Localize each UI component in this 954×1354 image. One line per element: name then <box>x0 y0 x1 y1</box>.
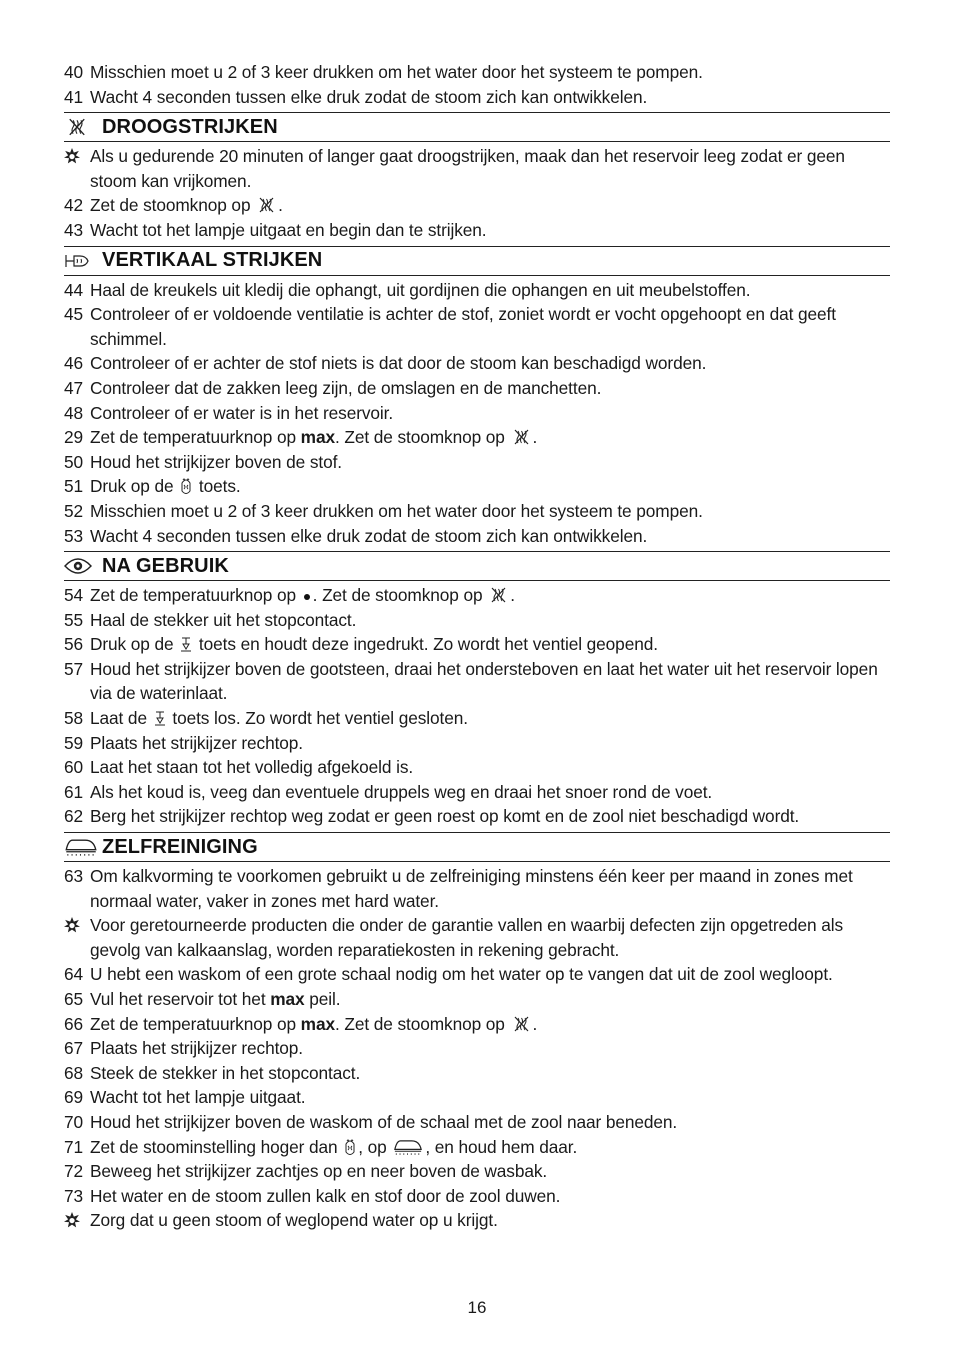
item-text: toets. <box>194 476 241 497</box>
list-item <box>64 657 890 706</box>
item-number: 63 <box>64 866 84 887</box>
list-item <box>64 193 890 218</box>
list-item <box>64 780 890 805</box>
no-steam-icon <box>512 1015 531 1033</box>
list-item <box>64 450 890 475</box>
warning-note <box>64 1208 890 1233</box>
item-text: Haal de kreukels uit kledij die ophangt, uit gordijnen die ophangen en uit meubelstoffen. <box>90 279 751 300</box>
warning-star-icon <box>64 913 90 962</box>
item-text: . <box>532 427 538 448</box>
item-number: 70 <box>64 1111 84 1132</box>
list-item <box>64 218 890 243</box>
item-number: 50 <box>64 451 84 472</box>
list-item <box>64 278 890 303</box>
item-number: 55 <box>64 609 84 630</box>
warning-star-icon <box>64 144 90 193</box>
item-number: 53 <box>64 525 84 546</box>
item-text: Vul het reservoir tot het <box>90 989 271 1009</box>
item-number: 46 <box>64 353 84 374</box>
item-text: Zet de stoominstelling hoger dan <box>90 1136 343 1157</box>
item-number: 69 <box>64 1087 84 1108</box>
list-item <box>64 864 890 913</box>
self-clean-icon <box>64 836 102 858</box>
item-text: . Zet de stoomknop op <box>312 585 488 606</box>
warning-star-icon <box>64 1208 90 1233</box>
section-heading-na-gebruik <box>64 551 890 581</box>
item-number: 54 <box>64 585 84 606</box>
list-item <box>64 401 890 426</box>
item-text: Wacht 4 seconden tussen elke druk zodat de stoom zich kan ontwikkelen. <box>90 525 648 546</box>
list-item <box>64 1061 890 1086</box>
item-text: . Zet de stoomknop op <box>334 1013 510 1034</box>
item-text: Zet de temperatuurknop op <box>90 1013 301 1034</box>
item-text: . <box>510 585 515 606</box>
item-text: Beweeg het strijkijzer zachtjes op en neer boven de wasbak. <box>90 1161 548 1182</box>
item-number: 47 <box>64 377 84 398</box>
steam-button-icon <box>344 1138 356 1156</box>
vertical-steam-icon <box>64 250 102 272</box>
list-item <box>64 1135 890 1160</box>
item-number: 29 <box>64 427 84 448</box>
list-item <box>64 425 890 450</box>
max-label: max <box>270 989 305 1009</box>
item-number: 71 <box>64 1136 84 1157</box>
item-text: Laat de <box>90 708 152 729</box>
item-text: peil. <box>304 989 341 1009</box>
section-title: DROOGSTRIJKEN <box>102 115 278 138</box>
item-text: Het water en de stoom zullen kalk en stof door de zool duwen. <box>90 1185 561 1206</box>
item-number: 73 <box>64 1185 84 1206</box>
item-text: toets los. Zo wordt het ventiel gesloten. <box>167 708 468 729</box>
valve-button-icon <box>180 637 192 653</box>
section-title: ZELFREINIGING <box>102 835 258 858</box>
list-item <box>64 1159 890 1184</box>
item-number: 66 <box>64 1013 84 1034</box>
list-item <box>64 351 890 376</box>
item-text: , op <box>358 1136 392 1157</box>
list-item <box>64 962 890 987</box>
item-text: Wacht tot het lampje uitgaat en begin dan te strijken. <box>90 219 487 240</box>
no-steam-icon <box>64 116 102 138</box>
no-steam-icon <box>257 196 276 214</box>
no-steam-icon <box>489 586 508 604</box>
item-text: , en houd hem daar. <box>425 1136 578 1157</box>
item-text: Berg het strijkijzer rechtop weg zodat er geen roest op komt en de zool niet beschadigd wordt. <box>90 806 800 827</box>
item-number: 48 <box>64 402 84 423</box>
valve-button-icon <box>154 711 166 727</box>
note-text: Als u gedurende 20 minuten of langer gaat droogstrijken, maak dan het reservoir leeg zodat er geen stoom kan vrijkomen. <box>90 146 845 191</box>
item-text: Laat het staan tot het volledig afgekoeld is. <box>90 757 414 778</box>
list-item <box>64 706 890 731</box>
list-item <box>64 376 890 401</box>
list-item <box>64 632 890 657</box>
eye-icon <box>64 555 102 577</box>
list-item <box>64 474 890 499</box>
item-number: 72 <box>64 1161 84 1182</box>
item-text: Controleer dat de zakken leeg zijn, de omslagen en de manchetten. <box>90 377 602 398</box>
list-item <box>64 302 890 351</box>
item-number: 44 <box>64 279 84 300</box>
item-text: Misschien moet u 2 of 3 keer drukken om het water door het systeem te pompen. <box>90 62 703 82</box>
list-item <box>64 583 890 608</box>
list-item <box>64 499 890 524</box>
item-number: 41 <box>64 86 84 107</box>
item-text: U hebt een waskom of een grote schaal nodig om het water op te vangen dat uit de zool wegloopt. <box>90 964 833 985</box>
item-number: 57 <box>64 658 84 679</box>
item-text: . <box>278 195 283 216</box>
item-number: 56 <box>64 634 84 655</box>
section-heading-zelfreiniging <box>64 832 890 862</box>
list-item <box>64 60 890 85</box>
list-item <box>64 1036 890 1061</box>
item-number: 68 <box>64 1062 84 1083</box>
item-number: 67 <box>64 1038 84 1059</box>
item-number: 43 <box>64 219 84 240</box>
item-number: 59 <box>64 732 84 753</box>
steam-button-icon <box>180 477 192 495</box>
item-text: Druk op de <box>90 634 179 655</box>
item-number: 45 <box>64 304 84 325</box>
list-item <box>64 608 890 633</box>
item-text: Controleer of er voldoende ventilatie is achter de stof, zoniet wordt er vocht opgehoopt en dat geeft schimmel. <box>90 304 836 349</box>
item-text: Houd het strijkijzer boven de stof. <box>90 451 343 472</box>
list-item <box>64 524 890 549</box>
item-text: Plaats het strijkijzer rechtop. <box>90 1038 304 1059</box>
item-text: Houd het strijkijzer boven de waskom of de schaal met de zool naar beneden. <box>90 1111 678 1132</box>
item-number: 64 <box>64 964 84 985</box>
item-text: Misschien moet u 2 of 3 keer drukken om het water door het systeem te pompen. <box>90 500 703 521</box>
section-heading-vertikaal-strijken <box>64 246 890 276</box>
item-text: Haal de stekker uit het stopcontact. <box>90 609 357 630</box>
list-item <box>64 1110 890 1135</box>
item-text: Wacht 4 seconden tussen elke druk zodat de stoom zich kan ontwikkelen. <box>90 86 648 107</box>
section-title: VERTIKAAL STRIJKEN <box>102 249 323 272</box>
item-text: Als het koud is, veeg dan eventuele druppels weg en draai het snoer rond de voet. <box>90 781 713 802</box>
manual-page <box>64 60 890 1233</box>
note-text: Zorg dat u geen stoom of weglopend water op u krijgt. <box>90 1210 498 1231</box>
section-title: NA GEBRUIK <box>102 554 229 577</box>
dot-temperature-icon <box>303 590 311 604</box>
warning-note <box>64 913 890 962</box>
item-text: Houd het strijkijzer boven de gootsteen, draai het ondersteboven en laat het water uit het reservoir lopen via de waterinlaat. <box>90 658 878 704</box>
item-text: Zet de temperatuurknop op <box>90 585 301 606</box>
item-number: 52 <box>64 500 84 521</box>
item-number: 40 <box>64 62 84 82</box>
self-clean-icon <box>393 1138 423 1156</box>
note-text: Voor geretourneerde producten die onder de garantie vallen en waarbij defecten zijn opgetreden als gevolg van kalkaanslag, worden reparatiekosten in rekening gebracht. <box>90 915 844 960</box>
item-number: 61 <box>64 781 84 802</box>
item-text: Controleer of er achter de stof niets is dat door de stoom kan beschadigd worden. <box>90 353 707 374</box>
page-number: 16 <box>467 1298 487 1317</box>
item-text: toets en houdt deze ingedrukt. Zo wordt het ventiel geopend. <box>194 634 658 655</box>
max-label: max <box>300 427 335 448</box>
list-item <box>64 804 890 829</box>
item-text: Plaats het strijkijzer rechtop. <box>90 732 304 753</box>
item-text: Zet de temperatuurknop op <box>90 427 301 448</box>
item-number: 42 <box>64 195 84 216</box>
item-text: Wacht tot het lampje uitgaat. <box>90 1087 306 1108</box>
list-item <box>64 1012 890 1037</box>
list-item <box>64 731 890 756</box>
item-number: 62 <box>64 806 84 827</box>
item-text: . Zet de stoomknop op <box>334 427 510 448</box>
no-steam-icon <box>512 428 531 446</box>
section-heading-droogstrijken <box>64 112 890 142</box>
item-text: . <box>532 1013 538 1034</box>
warning-note <box>64 144 890 193</box>
list-item <box>64 1085 890 1110</box>
item-text: Steek de stekker in het stopcontact. <box>90 1062 361 1083</box>
item-number: 51 <box>64 476 84 497</box>
item-text: Om kalkvorming te voorkomen gebruikt u de zelfreiniging minstens één keer per maand in zones met normaal water, vaker in zones met hard water. <box>90 866 853 911</box>
list-item <box>64 85 890 110</box>
item-text: Controleer of er water is in het reservoir. <box>90 402 394 423</box>
item-text: Zet de stoomknop op <box>90 195 256 216</box>
list-item <box>64 1184 890 1209</box>
item-number: 60 <box>64 757 84 778</box>
list-item <box>64 987 890 1012</box>
list-item <box>64 755 890 780</box>
item-text: Druk op de <box>90 476 179 497</box>
item-number: 58 <box>64 708 84 729</box>
max-label: max <box>300 1013 335 1034</box>
item-number: 65 <box>64 989 84 1009</box>
